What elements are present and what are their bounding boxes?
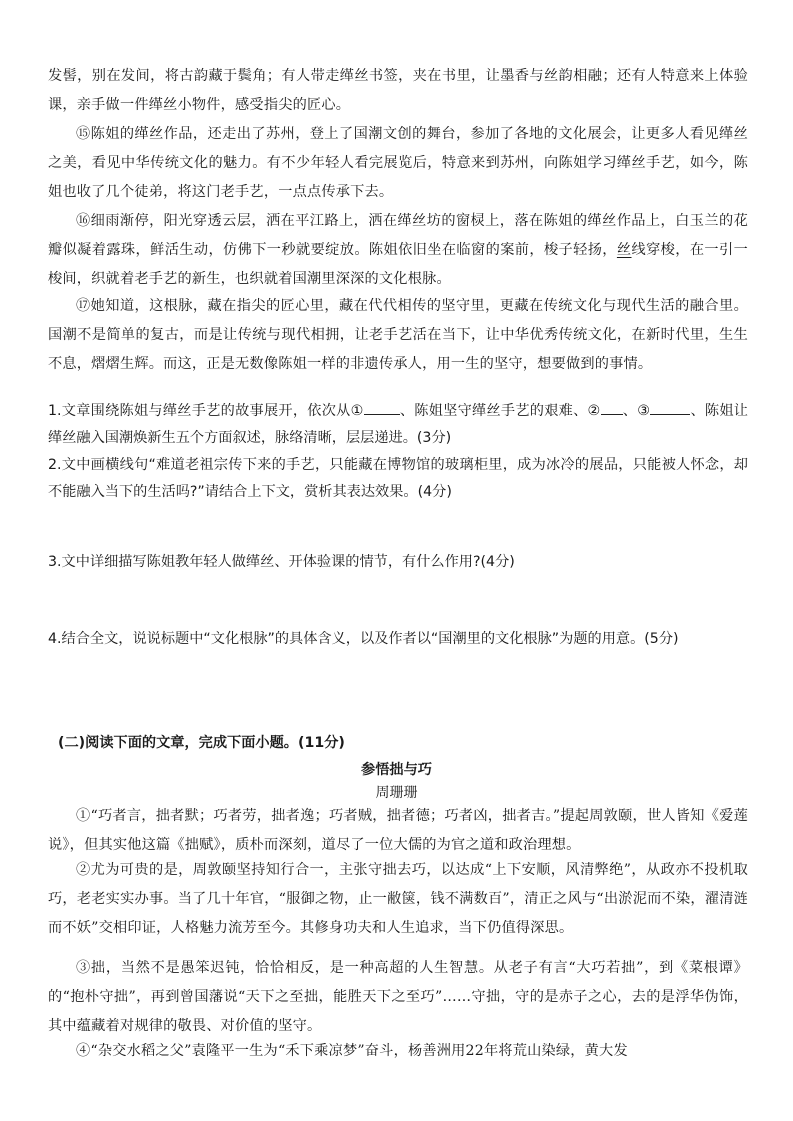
passage-paragraph-17: ⑰她知道，这根脉，藏在指尖的匠心里，藏在代代相传的坚守里，更藏在传统文化与现代生活的融合里。国潮不是简单的复古，而是让传统与现代相拥，让老手艺活在当下，让中华优秀传统文化，在新时代里，生生不息，熠熠生辉。而这，正是无数像陈姐一样的非遗传承人，用一生的坚守，想要做到的事情。 [48, 298, 748, 372]
question-3: 3.文中详细描写陈姐教年轻人做缂丝、开体验课的情节，有什么作用?(4分) [48, 554, 515, 570]
p16-underlined: 丝 [616, 242, 632, 258]
q1-text-a: 1.文章围绕陈姐与缂丝手艺的故事展开，依次从① [48, 403, 364, 419]
article-paragraph-3: ③拙，当然不是愚笨迟钝，恰恰相反，是一种高超的人生智慧。从老子有言“大巧若拙”，到《菜根谭》的“抱朴守拙”，再到曾国藩说“天下之至拙，能胜天下之至巧”……守拙，守的是赤子之心，去的是浮华伪饰，其中蕴藏着对规律的敬畏、对价值的坚守。 [48, 960, 748, 1034]
article-paragraph-4: ④“杂交水稻之父”袁隆平一生为“禾下乘凉梦”奋斗，杨善洲用22年将荒山染绿，黄大发 [76, 1043, 628, 1059]
q1-text-c: 、③ [622, 403, 651, 419]
p16-text-b: 线穿梭，在一引一梭间，织就着老手艺的新生，也织就着国潮里深深的文化根脉。 [48, 242, 748, 287]
q1-blank-1[interactable] [364, 400, 400, 415]
article-title: 参悟拙与巧 [361, 762, 432, 778]
passage-paragraph-16 [48, 207, 748, 294]
q1-blank-2[interactable] [601, 400, 623, 415]
p16-text-a: ⑯细雨渐停，阳光穿透云层，洒在平江路上，洒在缂丝坊的窗棂上，落在陈姐的缂丝作品上，白玉兰的花瓣似凝着露珠，鲜活生动，仿佛下一秒就要绽放。陈姐依旧坐在临窗的案前，梭子轻扬， [48, 213, 748, 258]
passage-paragraph-14-continued: 发髻，别在发间，将古韵藏于鬓角；有人带走缂丝书签，夹在书里，让墨香与丝韵相融；还有人特意来上体验课，亲手做一件缂丝小物件，感受指尖的匠心。 [48, 68, 748, 113]
section-2-heading: (二)阅读下面的文章，完成下面小题。(11分) [58, 735, 345, 751]
question-1 [48, 398, 748, 452]
article-author: 周珊珊 [375, 785, 418, 801]
passage-paragraph-15: ⑮陈姐的缂丝作品，还走出了苏州，登上了国潮文创的舞台，参加了各地的文化展会，让更多人看见缂丝之美，看见中华传统文化的魅力。有不少年轻人看完展览后，特意来到苏州，向陈姐学习缂丝手艺，如今，陈姐也收了几个徒弟，将这门老手艺，一点点传承下去。 [48, 126, 748, 200]
q1-blank-3[interactable] [650, 400, 690, 415]
article-paragraph-2: ②尤为可贵的是，周敦颐坚持知行合一，主张守拙去巧，以达成“上下安顺，风清弊绝”，从政亦不投机取巧，老老实实办事。当了几十年官，“服御之物，止一敝箧，钱不满数百”，清正之风与“出淤泥而不染，濯清涟而不妖”交相印证，人格魅力流芳至今。其修身功夫和人生追求，当下仍值得深思。 [48, 862, 748, 936]
q1-text-b: 、陈姐坚守缂丝手艺的艰难、② [399, 403, 601, 419]
article-paragraph-1: ①“巧者言，拙者默；巧者劳，拙者逸；巧者贼，拙者德；巧者凶，拙者吉。”提起周敦颐，世人皆知《爱莲说》，但其实他这篇《拙赋》，质朴而深刻，道尽了一位大儒的为官之道和政治理想。 [48, 808, 748, 853]
question-4: 4.结合全文，说说标题中“文化根脉”的具体含义，以及作者以“国潮里的文化根脉”为题的用意。(5分) [48, 631, 679, 647]
question-2: 2.文中画横线句“难道老祖宗传下来的手艺，只能藏在博物馆的玻璃柜里，成为冰冷的展品，只能被人怀念，却不能融入当下的生活吗?”请结合上下文，赏析其表达效果。(4分) [48, 457, 748, 500]
q1-text-d: 、陈姐让缂丝融入国潮焕新生五个方面叙述，脉络清晰，层层递进。(3分) [48, 403, 748, 446]
